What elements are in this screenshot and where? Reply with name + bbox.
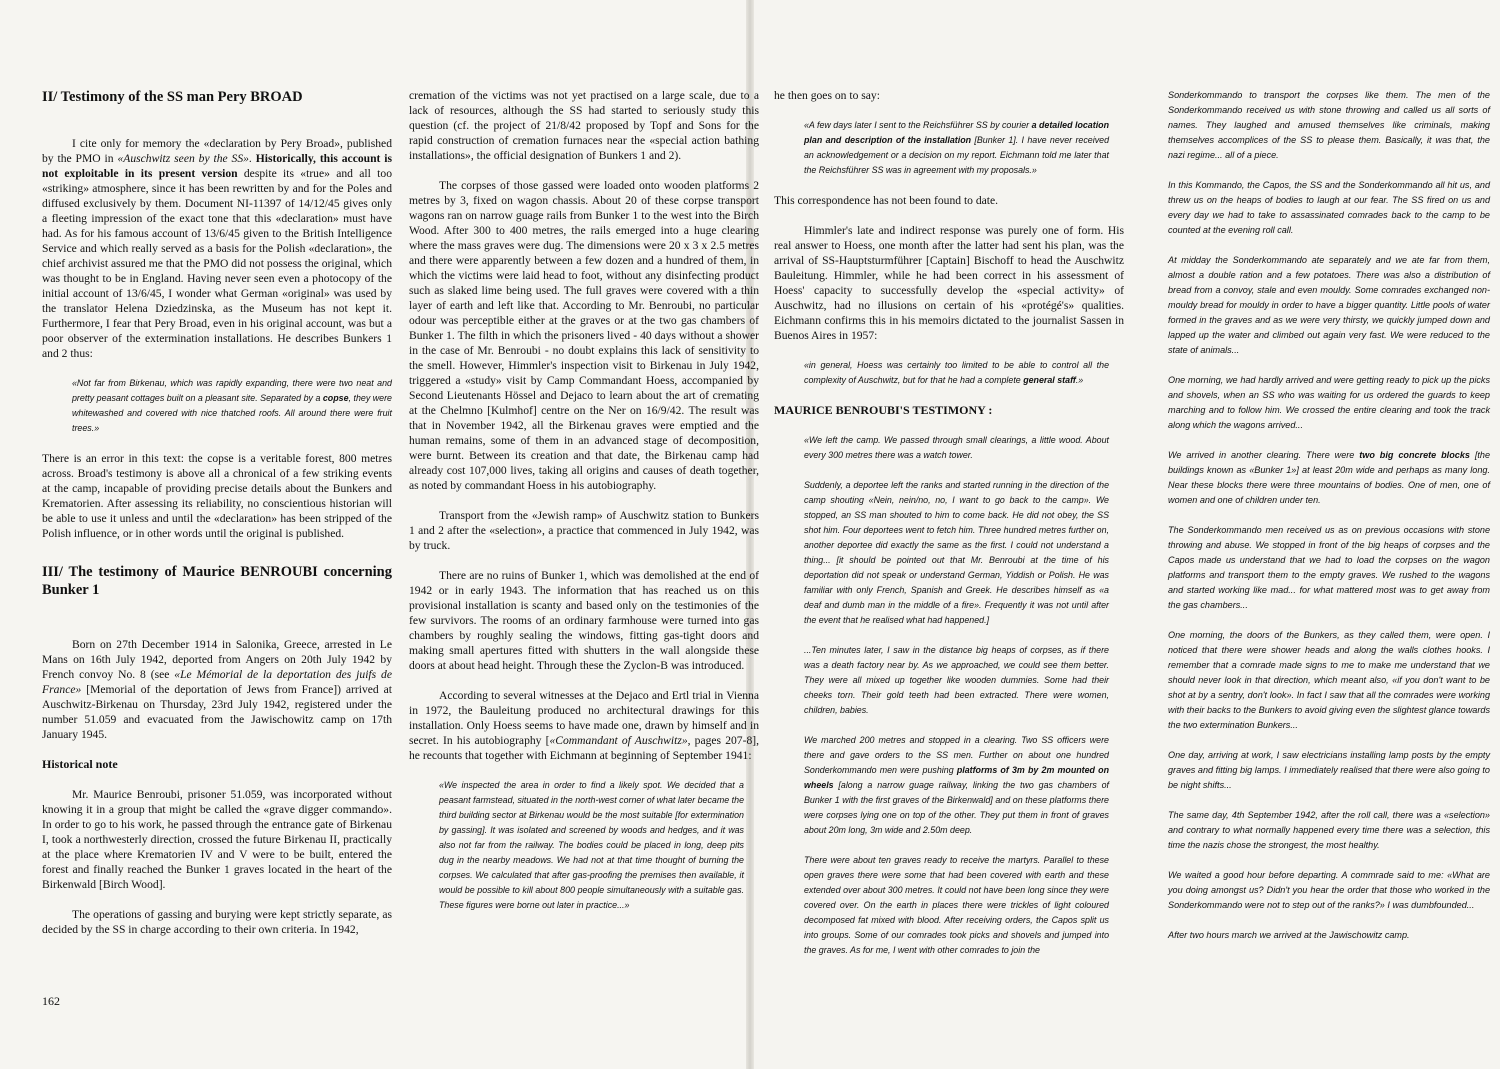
testimony-paragraph: Suddenly, a deportee left the ranks and started running in the direction of the camp shouting «Nein, nein/no, no, I want to go back to the camp». We stopped, an SS man shouted to him to come back. He did not obey, the SS shot him. Four deportees went to fetch him. Three hundred metres further on, another deportee did exactly the same as the first. I could not understand a thing... [it should be pointed out that Mr. Benroubi at the time of his deportation did not speak or understand German, Yiddish or Polish. He was familiar with only French, Spanish and Greek. He describes himself as «a deaf and dumb man in the middle of a fire». Frequently it was not until after the event that he realised what had happened.] (804, 480, 1109, 625)
column-1 (42, 88, 392, 952)
testimony-paragraph: One day, arriving at work, I saw electricians installing lamp posts by the empty graves and fitting big lamps. I immediately realised that there were also going to be night shifts... (1168, 750, 1490, 790)
paragraph: cremation of the victims was not yet practised on a large scale, due to a lack of resources, although the SS had started to seriously study this question (cf. the project of 21/8/42 proposed by Topf and Sons for the rapid construction of cremation furnaces near the «special action bathing installations», the official designation of Bunkers 1 and 2). (409, 89, 759, 162)
column-4 (1168, 88, 1490, 958)
testimony-paragraph: ...Ten minutes later, I saw in the distance big heaps of corpses, as if there was a death factory near by. As we approached, we could see them better. They were all mixed up together like wooden dummies. Some had their cheeks torn. Their gold teeth had been extracted. There were women, children, babies. (804, 645, 1109, 715)
testimony-paragraph: In this Kommando, the Capos, the SS and the Sonderkommando all hit us, and threw us on the heaps of bodies to laugh at our fear. The SS fired on us and every day we had to take to assassinated comrades back to the camp to be counted at the evening roll call. (1168, 180, 1490, 235)
testimony-paragraph: At midday the Sonderkommando ate separately and we ate far from them, almost a double ration and a few potatoes. There was also a distribution of bread from a convoy, stale and even mouldy. Some comrades exchanged non-mouldy bread for mouldy in order to have a bigger quantity. Little pools of water formed in the graves and as we were very thirsty, we quickly jumped down and lapped up the water and climbed out again very fast. We were reduced to the state of animals... (1168, 255, 1490, 355)
quotation: «A few days later I sent to the Reichsführer SS by courier a detailed location plan and description of the installation [Bunker 1]. I have never received an acknowledgement or a decision on my report. Eichmann told me later that the Reichsführer SS was in agreement with my proposals.» (804, 120, 1110, 175)
testimony-paragraph: The Sonderkommando men received us as on previous occasions with stone throwing and abuse. We stopped in front of the big heaps of corpses and the Capos made us understand that we had to load the corpses on the wagon platforms and transport them to the empty graves. We rushed to the wagons and started working like mad... for what mattered most was to get away from the gas chambers... (1168, 525, 1490, 610)
paragraph: Mr. Maurice Benroubi, prisoner 51.059, was incorporated without knowing it in a group that might be called the «grave digger commando». In order to go to his work, he passed through the entrance gate of Birkenau I, took a northwesterly direction, crossed the future Birkenau II, practically at the place where Krematorien IV and V were to be built, entered the forest and finally reached the Bunker 1 graves located in the heart of the Birkenwald [Birch Wood]. (42, 788, 392, 891)
paragraph: This correspondence has not been found to date. (774, 194, 999, 207)
paragraph: Born on 27th December 1914 in Salonika, Greece, arrested in Le Mans on 16th July 1942, deported from Angers on 20th July 1942 by French convoy No. 8 (see «Le Mémorial de la deportation des juifs de France» [Memorial of the deportation of Jews from France]) arrived at Auschwitz-Birkenau on Thursday, 23rd July 1942, registered under the number 51.059 and evacuated from the Jawischowitz camp on 17th January 1945. (42, 638, 392, 741)
column-3 (774, 88, 1124, 973)
testimony-paragraph: We arrived in another clearing. There were two big concrete blocks [the buildings known as «Bunker 1»] at least 20m wide and perhaps as many long. Near these blocks there were three mountains of bodies. One of men, one of women and one of children under ten. (1168, 450, 1491, 505)
testimony-paragraph: There were about ten graves ready to receive the martyrs. Parallel to these open graves there were some that had been covered with earth and these extended over about 300 metres. It could not have been long since they were covered over. On the earth in places there were trickles of light coloured decomposed fat mixed with blood. After receiving orders, the Capos split us into groups. Some of our comrades took picks and shovels and jumped into the graves. As for me, I went with other comrades to join the (804, 855, 1109, 955)
section-heading-benroubi: III/ The testimony of Maurice BENROUBI concerning Bunker 1 (42, 564, 392, 598)
quotation: «Not far from Birkenau, which was rapidly expanding, there were two neat and pretty peasant cottages built on a pleasant site. Separated by a copse, they were whitewashed and covered with nice thatched roofs. All around there were fruit trees.» (72, 378, 392, 433)
paragraph: There are no ruins of Bunker 1, which was demolished at the end of 1942 or in early 1943. The information that has reached us on this provisional installation is scanty and based only on the testimonies of the few survivors. The rooms of an ordinary farmhouse were turned into gas chambers by roughly sealing the windows, fitting gas-tight doors and making small apertures fitted with shutters in the wall alongside these doors at about head height. Through these the Zyclon-B was introduced. (409, 569, 759, 672)
page-number: 162 (42, 994, 60, 1008)
testimony-paragraph: Sonderkommando to transport the corpses like them. The men of the Sonderkommando received us with stone throwing and called us all sorts of names. They laughed and amused themselves like criminals, making themselves accomplices of the SS to please them. Basically, it was that, the nazi regime... all of a piece. (1168, 90, 1490, 160)
testimony-paragraph: After two hours march we arrived at the Jawischowitz camp. (1168, 930, 1410, 940)
paragraph: According to several witnesses at the Dejaco and Ertl trial in Vienna in 1972, the Bauleitung produced no architectural drawings for this installation. Only Hoess seems to have made one, drawn by himself and in secret. In his autobiography [«Commandant of Auschwitz», pages 207-8], he recounts that together with Eichmann at beginning of September 1941: (409, 689, 760, 762)
testimony-paragraph: One morning, we had hardly arrived and were getting ready to pick up the picks and shovels, when an SS who was waiting for us ordered the guards to keep marching and to follow him. We crossed the entire clearing and took the track along which the wagons arrived... (1168, 375, 1490, 430)
testimony-heading: MAURICE BENROUBI'S TESTIMONY : (774, 403, 993, 417)
testimony-paragraph: We marched 200 metres and stopped in a clearing. Two SS officers were there and gave orders to the SS men. Further on about one hundred Sonderkommando men were pushing platforms of 3m by 2m mounted on wheels [along a narrow guage railway, linking the two gas chambers of Bunker 1 with the first graves of the Birkenwald] and on these platforms there were corpses lying one on top of the other. They put them in front of graves about 20m long, 3m wide and 2.50m deep. (804, 735, 1109, 835)
section-heading-broad: II/ Testimony of the SS man Pery BROAD (42, 89, 303, 105)
testimony-paragraph: The same day, 4th September 1942, after the roll call, there was a «selection» and contrary to what normally happened every time there was a selection, this time the nazis chose the strongest, the most healthy. (1168, 810, 1490, 850)
paragraph: Transport from the «Jewish ramp» of Auschwitz station to Bunkers 1 and 2 after the «selection», a practice that commenced in July 1942, was by truck. (409, 509, 759, 552)
paragraph: I cite only for memory the «declaration by Pery Broad», published by the PMO in «Auschwitz seen by the SS». Historically, this account is not exploitable in its present version despite its «true» and all too «striking» atmosphere, since it has been rewritten by and for the Poles and diffused exclusively by them. Document NI-11397 of 14/12/45 gives only a fleeting impression of the exact tone that this «declaration» must have had. As for his famous account of 13/6/45 given to the British Intelligence Service and which really served as a basis for the Polish «declaration», the chief archivist assured me that the PMO did not possess the original, which was thought to be in England. Having never seen even a photocopy of the initial account of 13/6/45, I wonder what German «original» was used by the translator Helena Dziedzinska, as the Museum has not kept it. Furthermore, I fear that Pery Broad, even in his original account, was but a poor observer of the extermination installations. He describes Bunkers 1 and 2 thus: (42, 137, 393, 360)
quotation: «We inspected the area in order to find a likely spot. We decided that a peasant farmstead, situated in the north-west corner of what later became the third building sector at Birkenau would be the most suitable [for extermination by gassing]. It was isolated and screened by woods and hedges, and it was also not far from the railway. The bodies could be placed in long, deep pits dug in the nearby meadows. We had not at that time thought of burning the corpses. We calculated that after gas-proofing the premises then available, it would be possible to kill about 800 people simultaneously with a suitable gas. These figures were borne out later in practice...» (439, 780, 744, 910)
paragraph: The operations of gassing and burying were kept strictly separate, as decided by the SS in charge according to their own criteria. In 1942, (42, 908, 392, 936)
paragraph: There is an error in this text: the copse is a veritable forest, 800 metres across. Broad's testimony is above all a chronical of a few striking events at the camp, incapable of providing precise details about the Bunkers and Krematorien. After assessing its reliability, no conscientious historian will be able to use it unless and until the «declaration» has been stripped of the Polish influence, or in other words until the original is published. (42, 452, 392, 540)
paragraph: The corpses of those gassed were loaded onto wooden platforms 2 metres by 3, fixed on wagon chassis. About 20 of these corpse transport wagons ran on narrow guage rails from Bunker 1 to the west into the Birch Wood. After 300 to 400 metres, the rails emerged into a huge clearing where the mass graves were dug. The dimensions were 20 x 3 x 2.5 metres and there were apparently between a few dozen and a hundred of them, in which the victims were laid head to foot, without any disinfecting product such as slaked lime being used. The full graves were covered with a thin layer of earth and left like that. According to Mr. Benroubi, no particular odour was perceptible either at the graves or at the two gas chambers of Bunker 1. The filth in which the prisoners lived - 40 days without a shower in the case of Mr. Benroubi - no doubt explains this lack of sensitivity to the smell. However, Himmler's inspection visit to Birkenau in July 1942, triggered a «study» visit by Camp Commandant Hoess, accompanied by Second Lieutenants Hössel and Dejaco to learn about the art of cremating at the Chelmno [Kulmhof] centre on the Ner on 16/9/42. The result was that in November 1942, all the Birkenau graves were emptied and the human remains, some of them in an advanced stage of decomposition, were burnt. Between its creation and that date, the Birkenau camp had already cost 107,000 lives, taking all origins and causes of death together, as noted by commandant Hoess in his autobiography. (409, 179, 759, 492)
paragraph: Himmler's late and indirect response was purely one of form. His real answer to Hoess, one month after the latter had sent his plan, was the arrival of SS-Hauptsturmführer [Captain] Bischoff to head the Auschwitz Bauleitung. Himmler, while he had been correct in his assessment of Hoess' capacity to successfully develop the «special activity» of Auschwitz, had no illusions on certain of his «protégé's» qualities. Eichmann confirms this in his memoirs dictated to the journalist Sassen in Buenos Aires in 1957: (774, 224, 1124, 342)
paragraph: he then goes on to say: (774, 89, 880, 102)
testimony-paragraph: «We left the camp. We passed through small clearings, a little wood. About every 300 metres there was a watch tower. (804, 435, 1109, 460)
quotation: «in general, Hoess was certainly too limited to be able to control all the complexity of Auschwitz, but for that he had a complete general staff.» (804, 360, 1109, 385)
subheading-historical-note: Historical note (42, 757, 118, 771)
column-2 (409, 88, 759, 928)
testimony-paragraph: We waited a good hour before departing. A commrade said to me: «What are you doing amongst us? Didn't you hear the order that those who worked in the Sonderkommando were not to step out of the ranks?» I was dumbfounded... (1168, 870, 1490, 910)
testimony-paragraph: One morning, the doors of the Bunkers, as they called them, were open. I noticed that there were shower heads and along the walls clothes hooks. I remember that a comrade made signs to me to make me understand that we should never look in that direction, which meant also, «if you don't want to be shot at by a sentry, don't look». In fact I saw that all the comrades were working with their backs to the Bunkers to avoid giving even the slightest glance towards the two extermination Bunkers... (1168, 630, 1490, 730)
